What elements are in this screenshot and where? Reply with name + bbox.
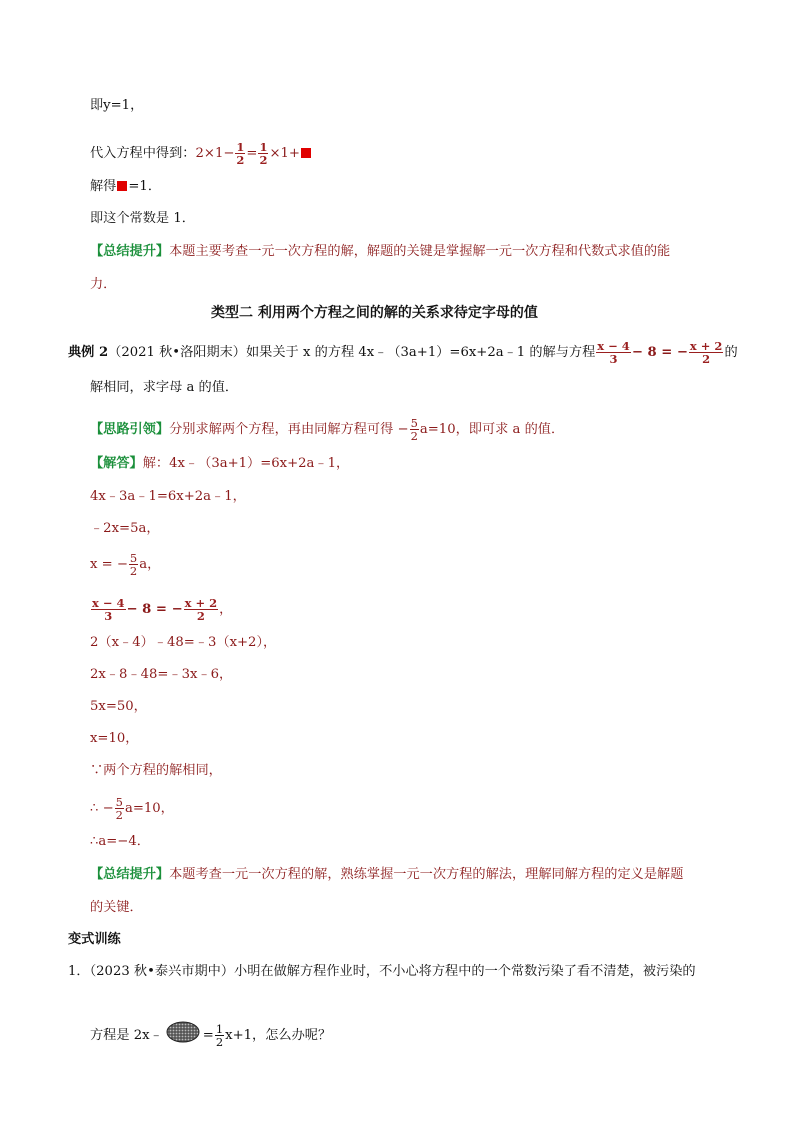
fraction: $\frac{5}{2}$ (410, 416, 418, 443)
example-2-statement: 典例 2（2021 秋•洛阳期末）如果关于 x 的方程 4x﹣（3a+1）=6x+2a﹣1 的解与方程 $\frac{x - 4}{3}$ − 8 = − $\frac{x + 2}{2}$ 的 (68, 339, 738, 366)
step-8: x=10， (90, 731, 139, 746)
fraction: $\frac{1}{2}$ (259, 140, 268, 167)
summary-2-cont: 的关键． (90, 900, 143, 915)
practice-q1: 1．（2023 秋•泰兴市期中）小明在做解方程作业时，不小心将方程中的一个常数污染了看不清楚，被污染的 (68, 964, 696, 979)
line-solve: 解得 =1． (90, 179, 162, 194)
practice-q1-equation: 方程是 2x﹣ = $\frac{1}{2}$ x+1，怎么办呢？ (90, 1022, 332, 1049)
fraction: $\frac{1}{2}$ (215, 1022, 224, 1049)
summary-1-cont: 力． (90, 277, 117, 292)
fraction: $\frac{x + 2}{2}$ (184, 596, 218, 623)
step-1: 4x﹣3a﹣1=6x+2a﹣1， (90, 489, 246, 504)
ink-stain-icon (166, 1020, 200, 1051)
hint: 【思路引领】分别求解两个方程，再由同解方程可得 − $\frac{5}{2}$ a=10，即可求 a 的值． (90, 416, 565, 443)
fraction: $\frac{x + 2}{2}$ (689, 339, 723, 366)
step-7: 5x=50， (90, 699, 147, 714)
line-y-equals-1: 即y=1， (90, 98, 144, 113)
step-5: 2（x﹣4）﹣48=﹣3（x+2）， (90, 635, 277, 650)
example-2-statement-cont: 解相同，求字母 a 的值． (90, 380, 239, 395)
step-2: ﹣2x=5a， (90, 521, 160, 536)
step-6: 2x﹣8﹣48=﹣3x﹣6， (90, 667, 233, 682)
summary-2: 【总结提升】本题考查一元一次方程的解，熟练掌握一元一次方程的解法，理解同解方程的定义是解题 (90, 867, 684, 882)
step-11: ∴a=−4． (90, 834, 150, 849)
practice-heading: 变式训练 (68, 932, 121, 947)
fraction: $\frac{1}{2}$ (236, 140, 245, 167)
fraction: $\frac{5}{2}$ (129, 551, 138, 578)
line-substitute: 代入方程中得到：2×1− $\frac{1}{2}$ = $\frac{1}{2}$ ×1+ (90, 141, 312, 166)
step-4: $\frac{x - 4}{3}$ − 8 = − $\frac{x + 2}{2}$ ， (92, 596, 233, 623)
section-title: 类型二 利用两个方程之间的解的关系求待定字母的值 (211, 305, 538, 321)
answer-start: 【解答】解：4x﹣（3a+1）=6x+2a﹣1， (90, 456, 350, 471)
stain-square-icon (301, 148, 311, 158)
stain-square-icon (117, 181, 127, 191)
summary-1: 【总结提升】本题主要考查一元一次方程的解，解题的关键是掌握解一元一次方程和代数式求值的能 (90, 244, 671, 259)
step-9: ∵两个方程的解相同， (90, 763, 222, 778)
line-constant: 即这个常数是 1． (90, 211, 195, 226)
step-10: ∴ − $\frac{5}{2}$ a=10， (90, 795, 174, 822)
step-3: x = − $\frac{5}{2}$ a， (90, 551, 161, 578)
fraction: $\frac{x - 4}{3}$ (597, 339, 630, 366)
fraction: $\frac{5}{2}$ (115, 795, 123, 822)
fraction: $\frac{x - 4}{3}$ (92, 596, 125, 623)
